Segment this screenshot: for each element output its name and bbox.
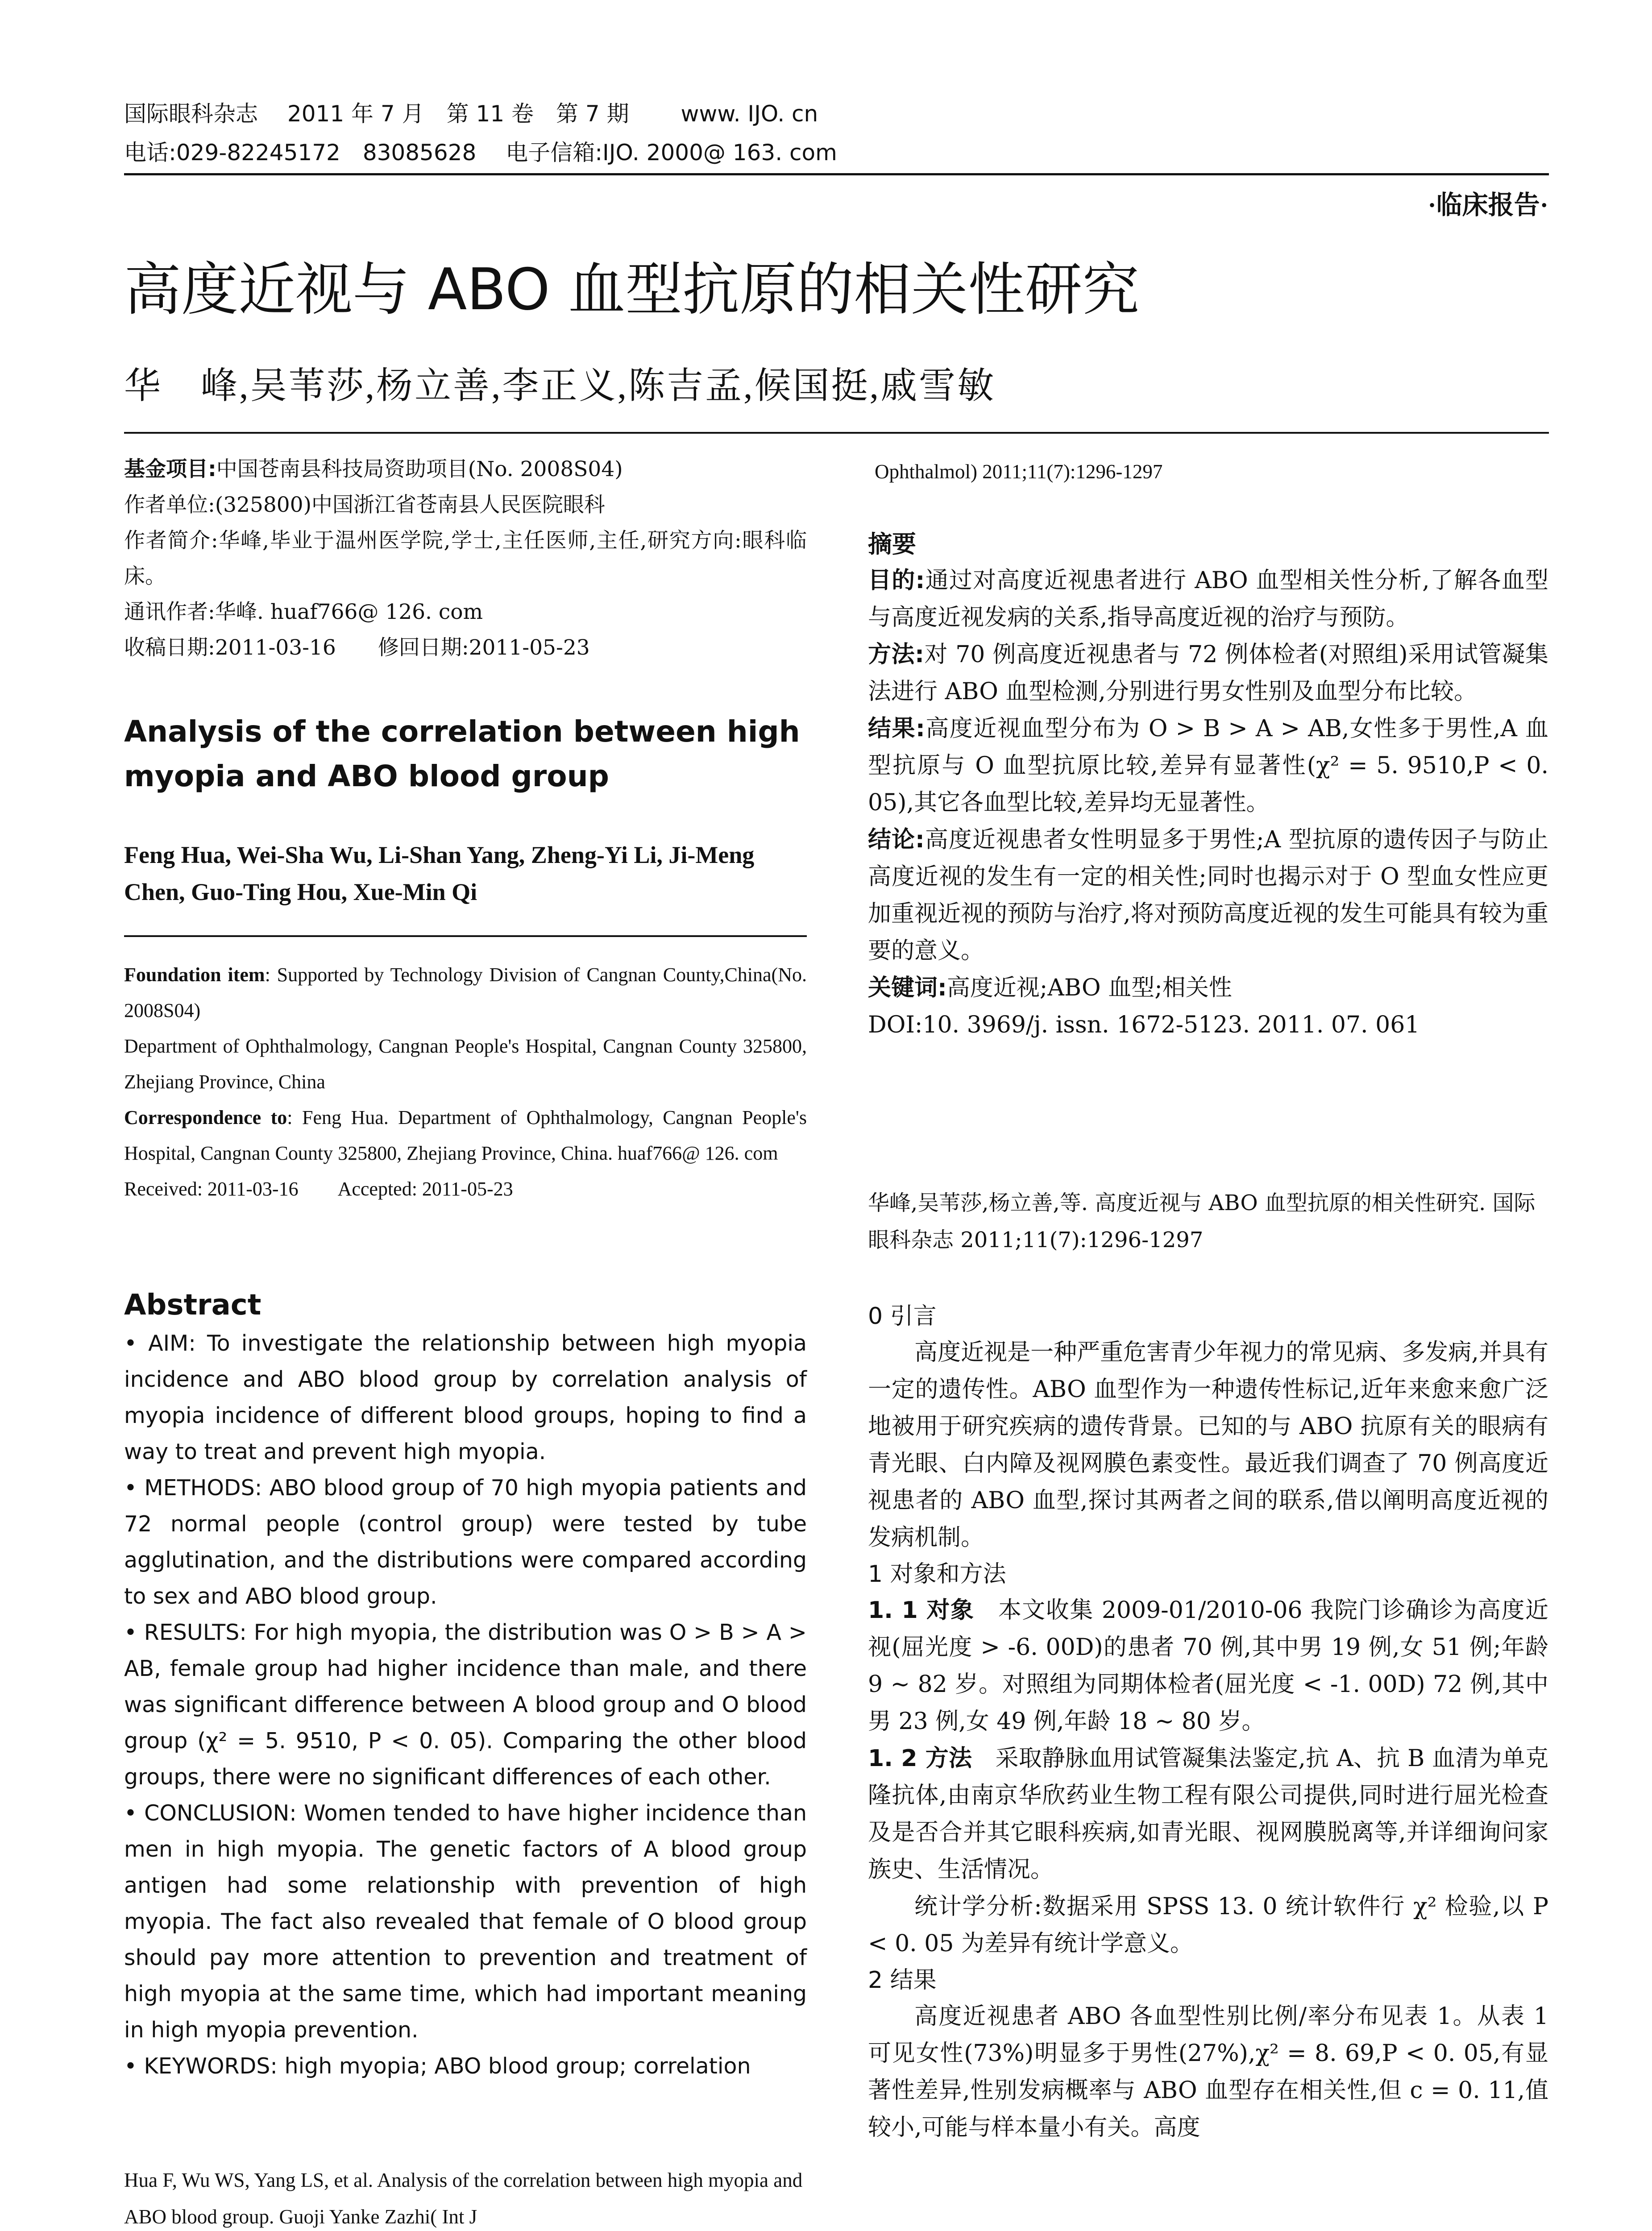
english-abstract — [124, 1285, 807, 2084]
received-line: Received: 2011-03-16 Accepted: 2011-05-23 — [124, 1178, 513, 1200]
corresponding-author-line: 通讯作者:华峰. huaf766@ 126. com — [124, 600, 483, 624]
foundation-item: Foundation item: Supported by Technology Division of Cangnan County,China(No. 2008S04) — [124, 964, 807, 1021]
abstract-keywords: • KEYWORDS: high myopia; ABO blood group; correlation — [124, 2053, 751, 2079]
info-block-cn — [124, 452, 807, 666]
cn-abstract-methods: 方法:对 70 例高度近视患者与 72 例体检者(对照组)采用试管凝集法进行 ABO 血型检测,分别进行男女性别及血型分布比较。 — [868, 641, 1549, 705]
cn-abstract-aim: 目的:通过对高度近视患者进行 ABO 血型相关性分析,了解各血型与高度近视发病的关系,指导高度近视的治疗与预防。 — [868, 567, 1549, 631]
section-tag: ·临床报告· — [1428, 191, 1548, 220]
abstract-aim: • AIM: To investigate the relationship between high myopia incidence and ABO blood group by correlation analysis of myopia incidence of different blood groups, hoping to find a way to treat and prevent high myopia. — [124, 1331, 807, 1464]
journal-header-line2: 电话:029-82245172 83085628 电子信箱:IJO. 2000@ 163. com — [124, 140, 837, 166]
correspondence-line: Correspondence to: Feng Hua. Department of Ophthalmology, Cangnan People's Hospital, Cangnan County 325800, Zhejiang Province, China. huaf766@ 126. com — [124, 1107, 807, 1164]
english-citation-continued: Ophthalmol) 2011;11(7):1296-1297 — [875, 460, 1163, 483]
journal-header-line1: 国际眼科杂志 2011 年 7 月 第 11 卷 第 7 期 www. IJO. cn — [124, 101, 818, 127]
intro-heading: 0 引言 — [868, 1303, 937, 1330]
chinese-abstract — [868, 527, 1548, 1044]
department-line: Department of Ophthalmology, Cangnan People's Hospital, Cangnan County 325800, Zhejiang Province, China — [124, 1035, 807, 1093]
funding-line: 基金项目:中国苍南县科技局资助项目(No. 2008S04) — [124, 457, 623, 481]
statistics-paragraph: 统计学分析:数据采用 SPSS 13. 0 统计软件行 χ² 检验,以 P < 0. 05 为差异有统计学意义。 — [868, 1893, 1548, 1957]
method-paragraph: 1. 2 方法 采取静脉血用试管凝集法鉴定,抗 A、抗 B 血清为单克隆抗体,由南京华欣药业生物工程有限公司提供,同时进行屈光检查及是否合并其它眼科疾病,如青光眼、视网膜脱离等,并详细询问家族史、生活情况。 — [868, 1745, 1548, 1883]
chinese-citation: 华峰,吴苇莎,杨立善,等. 高度近视与 ABO 血型抗原的相关性研究. 国际眼科杂志 2011;11(7):1296-1297 — [868, 1190, 1536, 1252]
doi-line: DOI:10. 3969/j. issn. 1672-5123. 2011. 07. 061 — [868, 1012, 1420, 1038]
page-title: 高度近视与 ABO 血型抗原的相关性研究 — [124, 257, 1140, 323]
english-citation: Hua F, Wu WS, Yang LS, et al. Analysis of the correlation between high myopia and ABO blood group. Guoji Yanke Zazhi( Int J — [124, 2169, 803, 2228]
cn-abstract-results: 结果:高度近视血型分布为 O > B > A > AB,女性多于男性,A 血型抗原与 O 血型抗原比较,差异有显著性(χ² = 5. 9510,P < 0. 05),其它各血型比较,差异均无显著性。 — [868, 715, 1548, 816]
title-rule — [124, 432, 1549, 434]
author-list-cn: 华 峰,吴苇莎,杨立善,李正义,陈吉孟,候国挺,戚雪敏 — [124, 365, 996, 406]
results-paragraph: 高度近视患者 ABO 各血型性别比例/率分布见表 1。从表 1 可见女性(73%)明显多于男性(27%),χ² = 8. 69,P < 0. 05,有显著性差异,性别发病概率与 ABO 血型存在相关性,但 c = 0. 11,值较小,可能与样本量小有关。高度 — [868, 2003, 1548, 2141]
abstract-methods: • METHODS: ABO blood group of 70 high myopia patients and 72 normal people (control group) were tested by tube agglutination, and the distributions were compared according to sex and ABO blood group. — [124, 1475, 807, 1609]
cn-abstract-conclusion: 结论:高度近视患者女性明显多于男性;A 型抗原的遗传因子与防止高度近视的发生有一定的相关性;同时也揭示对于 O 型血女性应更加重视近视的预防与治疗,将对预防高度近视的发生可能具有较为重要的意义。 — [868, 826, 1548, 964]
abstract-heading: Abstract — [124, 1289, 261, 1322]
english-title: Analysis of the correlation between high myopia and ABO blood group — [124, 714, 800, 793]
dates-line: 收稿日期:2011-03-16 修回日期:2011-05-23 — [124, 635, 590, 660]
affiliation-line: 作者单位:(325800)中国浙江省苍南县人民医院眼科 — [124, 493, 605, 517]
abstract-results: • RESULTS: For high myopia, the distribution was O > B > A > AB, female group had higher incidence than male, and there was significant difference between A blood group and O blood group (χ² = 5. 9510, P < 0. 05). Comparing the other blood groups, there were no significant differences of each other. — [124, 1620, 807, 1790]
abstract-conclusion: • CONCLUSION: Women tended to have higher incidence than men in high myopia. The genetic factors of A blood group antigen had some relationship with prevention of high myopia. The fact also revealed that female of O blood group should pay more attention to prevention and treatment of high myopia at the same time, which had important meaning in high myopia prevention. — [124, 1800, 807, 2043]
english-info-block — [124, 957, 807, 1207]
methods-heading: 1 对象和方法 — [868, 1561, 1006, 1588]
english-info-rule — [124, 935, 807, 937]
intro-paragraph: 高度近视是一种严重危害青少年视力的常见病、多发病,并具有一定的遗传性。ABO 血型作为一种遗传性标记,近年来愈来愈广泛地被用于研究疾病的遗传背景。已知的与 ABO 抗原有关的眼病有青光眼、白内障及视网膜色素变性。最近我们调查了 70 例高度近视患者的 ABO 血型,探讨其两者之间的联系,借以阐明高度近视的发病机制。 — [868, 1339, 1548, 1551]
cn-abstract-heading: 摘要 — [868, 530, 916, 558]
main-body — [868, 1298, 1548, 2146]
results-heading: 2 结果 — [868, 1967, 937, 1994]
english-author-list: Feng Hua, Wei-Sha Wu, Li-Shan Yang, Zheng-Yi Li, Ji-Meng Chen, Guo-Ting Hou, Xue-Min Qi — [124, 842, 755, 905]
header-rule — [124, 173, 1549, 175]
subjects-paragraph: 1. 1 对象 本文收集 2009-01/2010-06 我院门诊确诊为高度近视(屈光度 > -6. 00D)的患者 70 例,其中男 19 例,女 51 例;年龄 9 ~ 82 岁。对照组为同期体检者(屈光度 < -1. 00D) 72 例,其中男 23 例,女 49 例,年龄 18 ~ 80 岁。 — [868, 1597, 1548, 1735]
author-bio-line: 作者简介:华峰,毕业于温州医学院,学士,主任医师,主任,研究方向:眼科临床。 — [124, 528, 807, 589]
cn-abstract-keywords: 关键词:高度近视;ABO 血型;相关性 — [868, 975, 1232, 1001]
